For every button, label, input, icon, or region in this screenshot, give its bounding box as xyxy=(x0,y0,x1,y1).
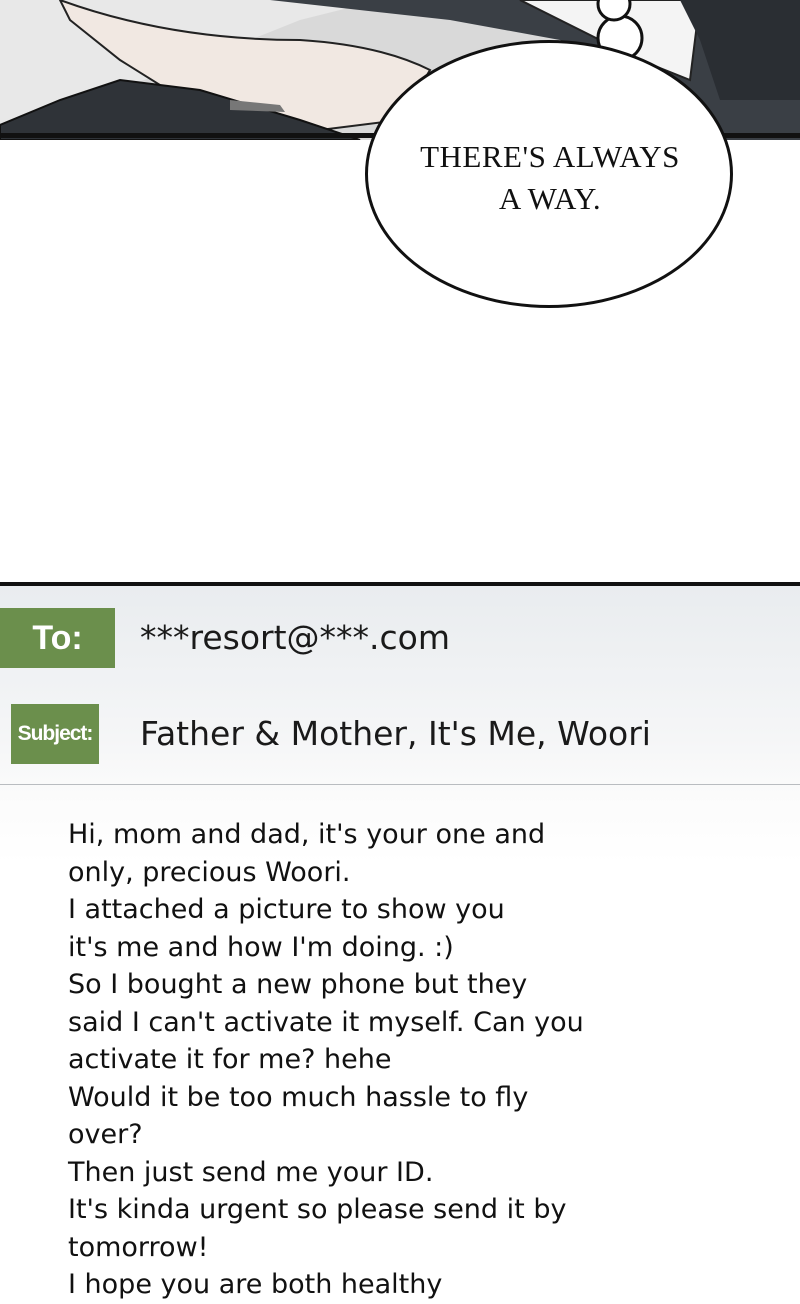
email-panel xyxy=(0,582,800,1300)
body-line: So I bought a new phone but they xyxy=(68,969,528,1000)
body-line: Then just send me your ID. xyxy=(68,1156,434,1188)
body-line: Would it be too much hassle to fly xyxy=(68,1081,529,1113)
body-line: it's me and how I'm doing. :) xyxy=(68,931,454,963)
body-line: only, precious Woori. xyxy=(68,856,351,888)
email-body xyxy=(68,816,758,1304)
header-divider xyxy=(0,784,800,785)
body-line: over? xyxy=(68,1119,143,1150)
subject-label: Subject: xyxy=(11,704,99,764)
body-line: Hi, mom and dad, it's your one and xyxy=(68,819,546,850)
speech-text: THERE'S ALWAYS A WAY. xyxy=(420,139,680,216)
subject-field: Father & Mother, It's Me, Woori xyxy=(140,714,651,753)
body-line: said I can't activate it myself. Can you xyxy=(68,1006,584,1038)
to-field: ***resort@***.com xyxy=(140,618,451,657)
body-line: tomorrow! xyxy=(68,1231,209,1263)
body-line: It's kinda urgent so please send it by xyxy=(68,1194,567,1225)
to-label: To: xyxy=(0,608,115,668)
body-line: activate it for me? hehe xyxy=(68,1044,392,1075)
body-line: I attached a picture to show you xyxy=(68,894,505,925)
body-line: I hope you are both healthy xyxy=(68,1269,443,1300)
